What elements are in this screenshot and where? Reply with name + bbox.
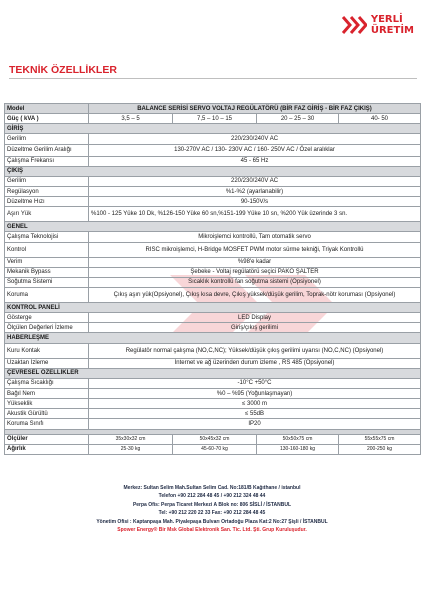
row-label: Regülasyon	[5, 186, 89, 196]
section-row	[5, 368, 421, 378]
footer-address-block	[0, 484, 424, 534]
dimension-value: 35x30x32 cm	[89, 434, 173, 444]
dimension-value: 50x45x32 cm	[173, 434, 257, 444]
title-divider	[9, 78, 417, 79]
section-cevresel: ÇEVRESEL ÖZELLİKLER	[5, 368, 421, 378]
dimension-value: 55x55x75 cm	[339, 434, 421, 444]
table-row	[5, 419, 421, 429]
row-label: Düzeltme Hızı	[5, 197, 89, 207]
section-cikis: ÇIKIŞ	[5, 166, 421, 176]
row-label: Yükseklik	[5, 399, 89, 409]
table-row	[5, 343, 421, 358]
row-value: Mikroişlemci kontrollü, Tam otomatik servo	[89, 232, 421, 242]
section-row	[5, 222, 421, 232]
weight-label: Ağırlık	[5, 444, 89, 454]
row-label: Ölçülen Değerleri İzleme	[5, 323, 89, 333]
row-label: Akustik Gürültü	[5, 409, 89, 419]
row-label: Çalışma Teknolojisi	[5, 232, 89, 242]
row-value: ≤ 55dB	[89, 409, 421, 419]
table-row	[5, 232, 421, 242]
row-value: RISC mikroişlemci, H-Bridge MOSFET PWM motor sürme tekniği, Triyak Kontrollü	[89, 242, 421, 257]
table-row	[5, 207, 421, 222]
row-label: Çalışma Sıcaklığı	[5, 378, 89, 388]
table-row	[5, 257, 421, 267]
row-label: Gerilim	[5, 176, 89, 186]
chevron-logo-icon	[341, 14, 367, 36]
weight-value: 130-160-180 kg	[257, 444, 339, 454]
power-value: 7,5 – 10 – 15	[173, 114, 257, 124]
footer-perpa-phone: Tel: +90 212 220 22 33 Fax: +90 212 284 48 45	[158, 510, 266, 517]
table-row	[5, 197, 421, 207]
row-value: LED Display	[89, 313, 421, 323]
row-label: Mekanik Bypass	[5, 267, 89, 277]
row-label: Koruma Sınıfı	[5, 419, 89, 429]
row-value: Regülatör normal çalışma (NO,C,NC); Yüksek/düşük çıkış gerilimi uyarısı (NO,C,NC) (Opsiyonel)	[89, 343, 421, 358]
table-row	[5, 267, 421, 277]
row-value: Giriş/çıkış gerilimi	[89, 323, 421, 333]
row-label: Kontrol	[5, 242, 89, 257]
brand-line1: YERLİ	[370, 14, 403, 25]
table-row	[5, 388, 421, 398]
footer-yonetim: Yönetim Ofisi : Kaptanpaşa Mah. Piyalepaşa Bulvarı Ortadoğu Plaza Kat:2 No:27 Şişli / İSTANBUL	[96, 518, 328, 525]
row-value: Çıkış aşırı yük(Opsiyonel), Çıkış kısa devre, Çıkış yüksek/düşük gerilim, Toprak-nötr koruması (Opsiyonel)	[89, 287, 421, 302]
section-kontrol-paneli: KONTROL PANELİ	[5, 302, 421, 312]
row-value: Sıcaklık kontrollü fan soğutma sistemi (Opsiyonel)	[89, 277, 421, 287]
table-row	[5, 409, 421, 419]
row-value: 130-270V AC / 130- 230V AC / 160- 250V AC / Özel aralıklar	[89, 144, 421, 156]
row-value: IP20	[89, 419, 421, 429]
footer-company: Spower Energy® Bir Msk Global Elektronik San. Tic. Ltd. Şti. Grup Kuruluşudur.	[117, 527, 307, 534]
weight-value: 25-30 kg	[89, 444, 173, 454]
row-value: -10°C +50°C	[89, 378, 421, 388]
weight-value: 200-250 kg	[339, 444, 421, 454]
spec-table	[4, 103, 421, 455]
section-genel: GENEL	[5, 222, 421, 232]
section-row	[5, 302, 421, 312]
power-value: 3,5 – 5	[89, 114, 173, 124]
page-title: TEKNİK ÖZELLİKLER	[9, 64, 117, 76]
footer-merkez-phone: Telefon +90 212 284 48 45 / +90 212 324 48 44	[158, 493, 266, 500]
header-model-label: Model	[5, 104, 89, 114]
header-series-title: BALANCE SERİSİ SERVO VOLTAJ REGÜLATÖRÜ (BİR FAZ GİRİŞ - BİR FAZ ÇIKIŞ)	[89, 104, 421, 114]
weight-value: 45-60-70 kg	[173, 444, 257, 454]
brand-text	[371, 14, 414, 36]
table-row	[5, 399, 421, 409]
row-value: İnternet ve ağ üzerinden durum izleme , RS 485 (Opsiyonel)	[89, 358, 421, 368]
table-row	[5, 134, 421, 144]
brand-logo	[341, 14, 414, 36]
row-label: Kuru Kontak	[5, 343, 89, 358]
footer-perpa: Perpa Ofis: Perpa Ticaret Merkezi A Blok no: 806 SİSLİ / İSTANBUL	[132, 501, 292, 508]
row-label: Düzeltme Gerilim Aralığı	[5, 144, 89, 156]
dimension-value: 50x50x75 cm	[257, 434, 339, 444]
table-row	[5, 144, 421, 156]
row-value: %98'e kadar	[89, 257, 421, 267]
row-label: Uzaktan İzleme	[5, 358, 89, 368]
row-value: 45 - 65 Hz	[89, 156, 421, 166]
table-row	[5, 434, 421, 444]
table-row	[5, 287, 421, 302]
table-row	[5, 156, 421, 166]
footer-merkez: Merkez: Sultan Selim Mah.Sultan Selim Cad. No:181/B Kağıthane / istanbul	[123, 485, 301, 491]
dimensions-label: Ölçüler	[5, 434, 89, 444]
section-row	[5, 124, 421, 134]
row-label: Verim	[5, 257, 89, 267]
row-label: Koruma	[5, 287, 89, 302]
table-row	[5, 444, 421, 454]
row-value: 220/230/240V AC	[89, 134, 421, 144]
table-row	[5, 114, 421, 124]
row-value: %100 - 125 Yüke 10 Dk, %126-150 Yüke 60 sn,%151-199 Yüke 10 sn, %200 Yük üzerinde 3 sn.	[89, 207, 421, 222]
table-row	[5, 378, 421, 388]
row-value: 220/230/240V AC	[89, 176, 421, 186]
row-value: Şebeke - Voltaj regülatörü seçici PAKO ŞALTER	[89, 267, 421, 277]
table-row	[5, 186, 421, 196]
table-row	[5, 104, 421, 114]
brand-line2: ÜRETİM	[370, 25, 414, 36]
power-value: 40- 50	[339, 114, 421, 124]
section-row	[5, 333, 421, 343]
row-value: ≤ 3000 m	[89, 399, 421, 409]
row-value: %1-%2 (ayarlanabilir)	[89, 186, 421, 196]
power-value: 20 – 25 – 30	[257, 114, 339, 124]
table-row	[5, 242, 421, 257]
row-label: Gerilim	[5, 134, 89, 144]
row-value: %0 – %95 (Yoğunlaşmayan)	[89, 388, 421, 398]
row-label: Soğutma Sistemi	[5, 277, 89, 287]
row-label: Gösterge	[5, 313, 89, 323]
row-label: Aşırı Yük	[5, 207, 89, 222]
table-row	[5, 277, 421, 287]
table-row	[5, 323, 421, 333]
power-label: Güç ( kVA )	[5, 114, 89, 124]
table-row	[5, 358, 421, 368]
row-label: Bağıl Nem	[5, 388, 89, 398]
row-label: Çalışma Frekansı	[5, 156, 89, 166]
section-giris: GİRİŞ	[5, 124, 421, 134]
table-row	[5, 176, 421, 186]
table-row	[5, 313, 421, 323]
section-row	[5, 166, 421, 176]
row-value: 90-150V/s	[89, 197, 421, 207]
section-haberlesme: HABERLEŞME	[5, 333, 421, 343]
